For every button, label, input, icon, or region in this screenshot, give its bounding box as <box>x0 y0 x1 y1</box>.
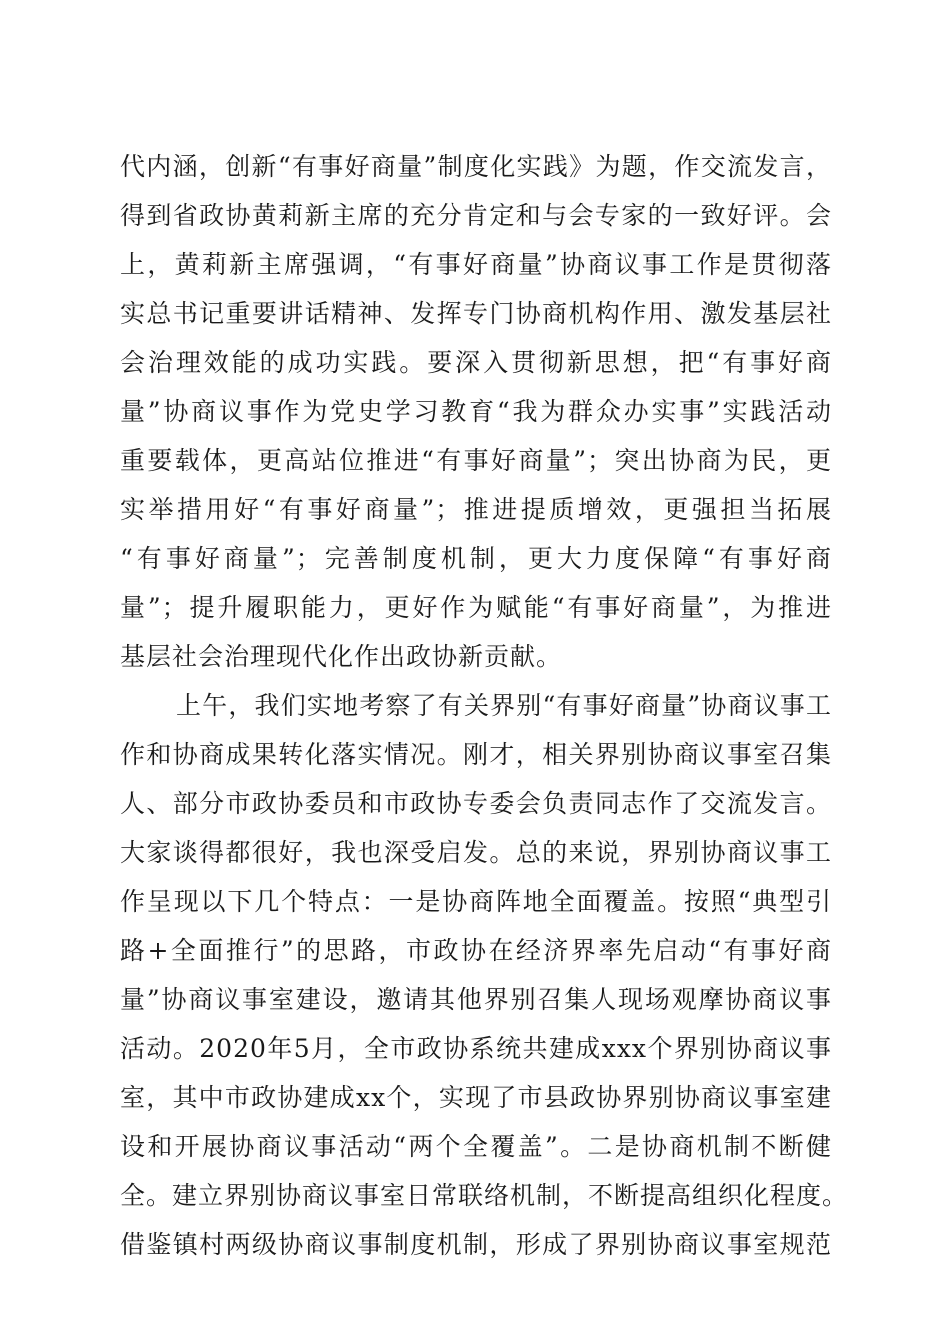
text-line: 作呈现以下几个特点：一是协商阵地全面覆盖。按照“典型引 <box>120 887 832 916</box>
text-line: 人、部分市政协委员和市政协专委会负责同志作了交流发言。 <box>120 789 832 818</box>
text-line: 作和协商成果转化落实情况。刚才，相关界别协商议事室召集 <box>120 740 832 769</box>
paragraph-start-line: 上午，我们实地考察了有关界别“有事好商量”协商议事工 <box>176 691 832 720</box>
text-line: 大家谈得都很好，我也深受启发。总的来说，界别协商议事工 <box>120 838 832 867</box>
text-line: 实举措用好“有事好商量”；推进提质增效，更强担当拓展 <box>120 495 832 524</box>
text-line: 路+全面推行”的思路，市政协在经济界率先启动“有事好商 <box>120 936 832 965</box>
text-line: 得到省政协黄莉新主席的充分肯定和与会专家的一致好评。会 <box>120 201 832 230</box>
text-line: 活动。2020年5月，全市政协系统共建成xxx个界别协商议事 <box>120 1034 832 1063</box>
text-line: 全。建立界别协商议事室日常联络机制，不断提高组织化程度。 <box>120 1181 849 1210</box>
body-text <box>120 142 849 1269</box>
text-line: 设和开展协商议事活动“两个全覆盖”。二是协商机制不断健 <box>120 1132 832 1161</box>
text-line: 重要载体，更高站位推进“有事好商量”；突出协商为民，更 <box>120 446 832 475</box>
text-line: 量”协商议事作为党史学习教育“我为群众办实事”实践活动 <box>120 397 832 426</box>
text-line: 上，黄莉新主席强调，“有事好商量”协商议事工作是贯彻落 <box>120 250 832 279</box>
text-line: 会治理效能的成功实践。要深入贯彻新思想，把“有事好商 <box>120 348 832 377</box>
text-line: 借鉴镇村两级协商议事制度机制，形成了界别协商议事室规范 <box>120 1230 832 1259</box>
text-line: 基层社会治理现代化作出政协新贡献。 <box>120 642 563 671</box>
text-line: 量”；提升履职能力，更好作为赋能“有事好商量”，为推进 <box>120 593 832 622</box>
text-line: 代内涵，创新“有事好商量”制度化实践》为题，作交流发言， <box>120 152 832 181</box>
text-line: 室，其中市政协建成xx个，实现了市县政协界别协商议事室建 <box>120 1083 832 1112</box>
text-line: “有事好商量”；完善制度机制，更大力度保障“有事好商 <box>120 544 832 573</box>
text-line: 量”协商议事室建设，邀请其他界别召集人现场观摩协商议事 <box>120 985 832 1014</box>
text-line: 实总书记重要讲话精神、发挥专门协商机构作用、激发基层社 <box>120 299 832 328</box>
